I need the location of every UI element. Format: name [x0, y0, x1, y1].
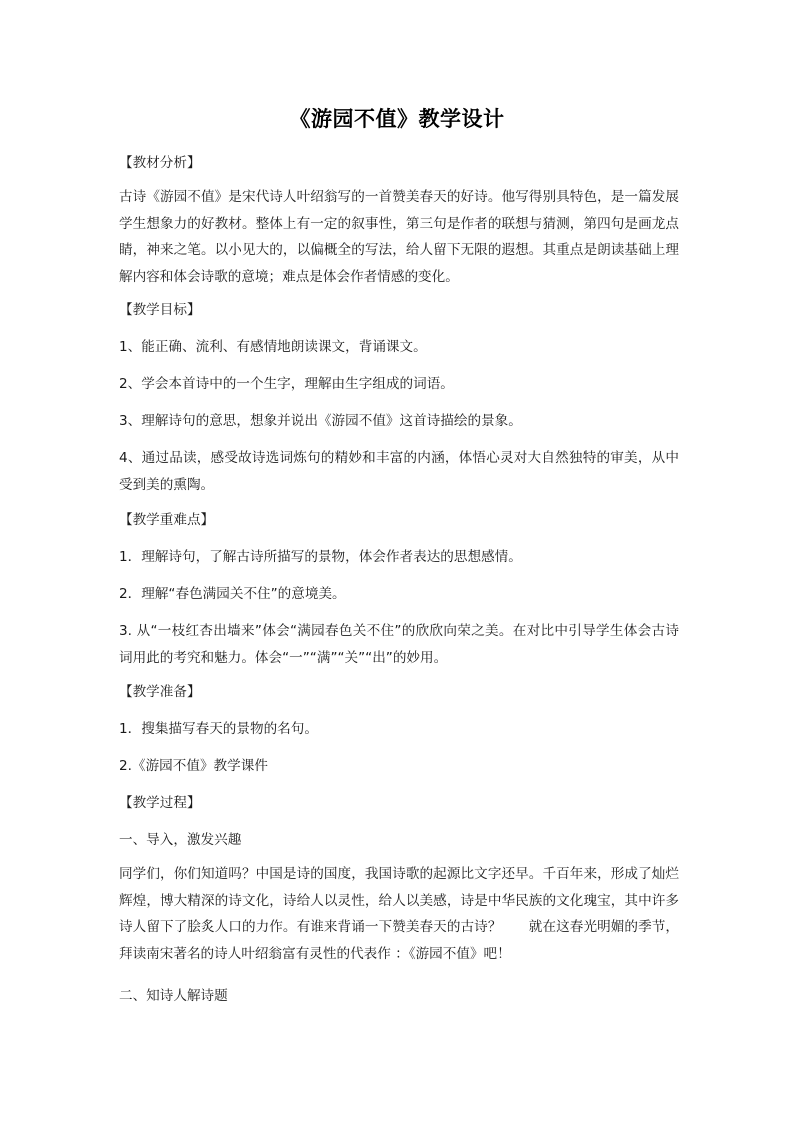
- document-title: 《游园不值》教学设计: [289, 107, 505, 131]
- key-point-item-3: 3. 从“一枝红杏出墙来”体会“满园春色关不住”的欣欣向荣之美。在对比中引导学生体会古诗词用此的考究和魅力。体会“一”“满”“关”“出”的妙用。: [119, 623, 679, 666]
- goal-item-2: 2、学会本首诗中的一个生字，理解由生字组成的词语。: [119, 376, 454, 392]
- preparation-item-2: 2.《游园不值》教学课件: [119, 758, 268, 774]
- section-heading-key-points: 【教学重难点】: [119, 512, 215, 528]
- key-point-item-2: 2．理解“春色满园关不住”的意境美。: [119, 586, 346, 602]
- section-heading-preparation: 【教学准备】: [119, 684, 201, 700]
- process-step-1-paragraph: 同学们，你们知道吗？中国是诗的国度，我国诗歌的起源比文字还早。千百年来，形成了灿烂辉煌，博大精深的诗文化，诗给人以灵性，给人以美感，诗是中华民族的文化瑰宝，其中许多诗人留下了脍炙人口的力作。有谁来背诵一下赞美春天的古诗？ 就在这春光明媚的季节，拜读南宋著名的诗人叶绍翁富有灵性的代表作 ：《游园不值》吧！: [119, 866, 679, 962]
- analysis-paragraph: 古诗《游园不值》是宋代诗人叶绍翁写的一首赞美春天的好诗。他写得别具特色，是一篇发展学生想象力的好教材。整体上有一定的叙事性，第三句是作者的联想与猜测，第四句是画龙点睛，神来之笔。以小见大的，以偏概全的写法，给人留下无限的遐想。其重点是朗读基础上理解内容和体会诗歌的意境；难点是体会作者情感的变化。: [119, 189, 679, 285]
- process-step-2-title: 二、知诗人解诗题: [119, 988, 228, 1004]
- section-heading-analysis: 【教材分析】: [119, 155, 201, 171]
- process-step-1-title: 一、导入，激发兴趣: [119, 832, 242, 848]
- goal-item-1: 1、能正确、流利、有感情地朗读课文，背诵课文。: [119, 339, 427, 355]
- section-heading-goals: 【教学目标】: [119, 302, 201, 318]
- goal-item-3: 3、理解诗句的意思，想象并说出《游园不值》这首诗描绘的景象。: [119, 413, 522, 429]
- key-point-item-1: 1．理解诗句，了解古诗所描写的景物，体会作者表达的思想感情。: [119, 549, 522, 565]
- preparation-item-1: 1．搜集描写春天的景物的名句。: [119, 721, 318, 737]
- section-heading-process: 【教学过程】: [119, 795, 201, 811]
- goal-item-4: 4、通过品读，感受故诗选词炼句的精妙和丰富的内涵，体悟心灵对大自然独特的审美，从中受到美的熏陶。: [119, 450, 679, 493]
